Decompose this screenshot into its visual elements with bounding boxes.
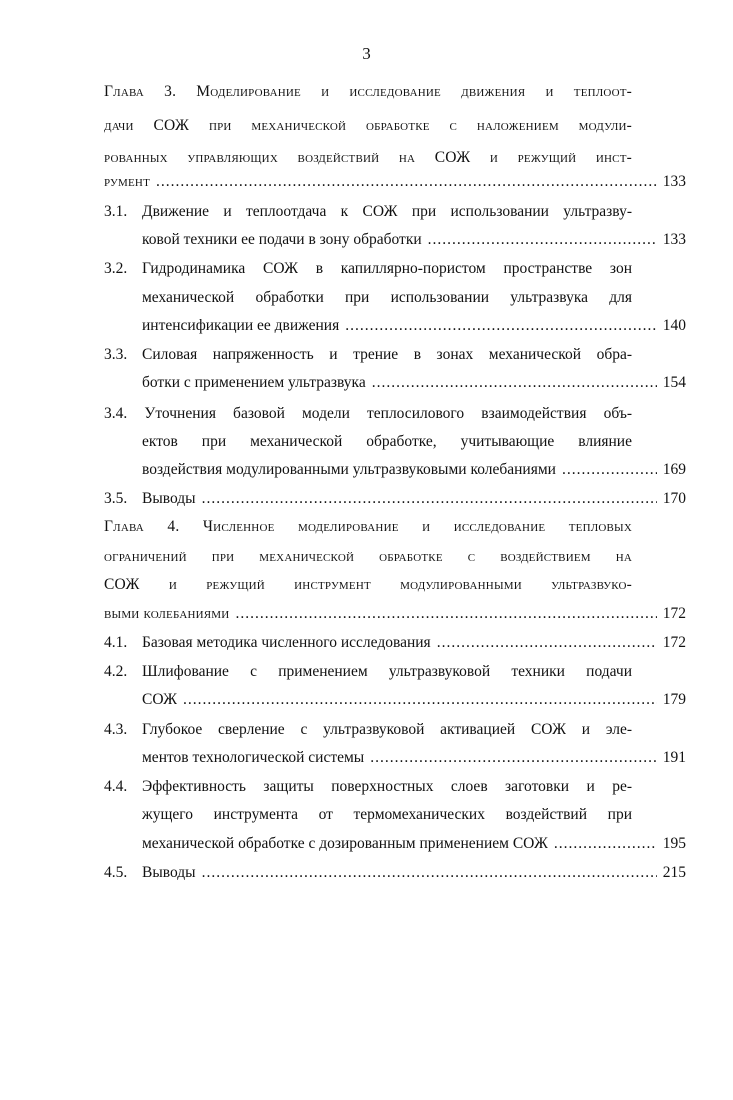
section-3-3-number: 3.3. xyxy=(104,346,128,363)
chapter4-title-line4: выми колебаниями xyxy=(104,605,230,622)
section-4-3-line1 xyxy=(104,719,632,741)
section-3-3-page: 154 xyxy=(662,374,686,391)
leader-dots xyxy=(202,488,657,510)
chapter4-title-line1: Глава 4. Численное моделирование и исследование тепловых xyxy=(104,518,632,535)
section-3-1-number: 3.1. xyxy=(104,203,128,220)
leader-dots xyxy=(562,459,657,481)
leader-dots xyxy=(370,747,657,769)
section-4-3-entry xyxy=(142,747,686,769)
chapter3-title-line2: дачи СОЖ при механической обработке с наложением модули- xyxy=(104,117,632,134)
leader-dots xyxy=(372,372,657,394)
section-4-5-number: 4.5. xyxy=(104,864,128,881)
section-3-5-title: Выводы xyxy=(142,490,196,507)
section-4-1-page: 172 xyxy=(662,634,686,651)
chapter4-title-line2: ограничений при механической обработке с воздействием на xyxy=(104,548,632,565)
chapter3-title-line4: румент xyxy=(104,173,150,190)
section-4-4-number: 4.4. xyxy=(104,778,128,795)
section-4-3-title: Глубокое сверление с ультразвуковой активацией СОЖ и эле- xyxy=(142,721,632,738)
leader-dots xyxy=(202,862,657,884)
section-4-5-page: 215 xyxy=(662,864,686,881)
section-4-3-number: 4.3. xyxy=(104,721,128,738)
section-4-3-title-line2: ментов технологической системы xyxy=(142,749,365,766)
chapter3-title-line1: Глава 3. Моделирование и исследование движения и теплоот- xyxy=(104,83,632,100)
leader-dots xyxy=(183,689,657,711)
section-4-4-title-line3: механической обработке с дозированным применением СОЖ xyxy=(142,835,548,852)
section-4-4-line1 xyxy=(104,776,632,798)
section-3-1-title-line2: ковой техники ее подачи в зону обработки xyxy=(142,231,422,248)
leader-dots xyxy=(345,315,657,337)
section-3-3-title-line2: ботки с применением ультразвука xyxy=(142,374,366,391)
section-3-1-line1 xyxy=(104,201,632,223)
section-4-2-entry xyxy=(142,689,686,711)
chapter4-page: 172 xyxy=(662,605,686,622)
section-4-4-title: Эффективность защиты поверхностных слоев заготовки и ре- xyxy=(142,778,632,795)
section-3-2-title: Гидродинамика СОЖ в капиллярно-пористом пространстве зон xyxy=(142,260,632,277)
chapter3-page: 133 xyxy=(662,173,686,190)
chapter4-title-line3: СОЖ и режущий инструмент модулированными ультразвуко- xyxy=(104,576,632,593)
section-3-2-entry xyxy=(142,315,686,337)
leader-dots xyxy=(235,603,656,625)
chapter3-title-line3: рованных управляющих воздействий на СОЖ и режущий инст- xyxy=(104,149,632,166)
section-4-5-title: Выводы xyxy=(142,864,196,881)
section-3-2-line1 xyxy=(104,258,632,280)
section-4-1-title: Базовая методика численного исследования xyxy=(142,634,431,651)
section-4-2-title: Шлифование с применением ультразвуковой техники подачи xyxy=(142,663,632,680)
section-4-2-number: 4.2. xyxy=(104,663,128,680)
section-4-4-entry xyxy=(142,833,686,855)
section-3-1-page: 133 xyxy=(662,231,686,248)
section-3-4-entry xyxy=(142,459,686,481)
section-3-5-entry xyxy=(104,488,686,510)
leader-dots xyxy=(156,171,657,193)
section-4-1-entry xyxy=(104,632,686,654)
section-3-4-page: 169 xyxy=(662,461,686,478)
section-3-5-number: 3.5. xyxy=(104,490,128,507)
section-4-4-title-line2: жущего инструмента от термомеханических воздействий при xyxy=(142,806,632,823)
section-3-1-title: Движение и теплоотдача к СОЖ при использовании ультразву- xyxy=(142,203,632,220)
section-4-2-page: 179 xyxy=(662,691,686,708)
section-3-1-entry xyxy=(142,229,686,251)
leader-dots xyxy=(437,632,657,654)
section-3-4-title: 3.4. Уточнения базовой модели теплосилового взаимодействия объ- xyxy=(104,405,632,422)
page-number: 3 xyxy=(362,44,371,63)
section-3-3-title: Силовая напряженность и трение в зонах механической обра- xyxy=(142,346,632,363)
chapter3-entry xyxy=(104,171,686,193)
section-4-2-title-line2: СОЖ xyxy=(142,691,178,708)
section-3-2-page: 140 xyxy=(662,317,686,334)
section-3-2-number: 3.2. xyxy=(104,260,128,277)
section-3-4-title-line3: воздействия модулированными ультразвуковыми колебаниями xyxy=(142,461,556,478)
section-3-2-title-line3: интенсификации ее движения xyxy=(142,317,340,334)
section-3-5-page: 170 xyxy=(662,490,686,507)
section-4-4-page: 195 xyxy=(662,835,686,852)
section-3-3-entry xyxy=(142,372,686,394)
section-4-2-line1 xyxy=(104,661,632,683)
chapter4-entry xyxy=(104,603,686,625)
section-3-3-line1 xyxy=(104,344,632,366)
section-3-4-title-line2: ектов при механической обработке, учитывающие влияние xyxy=(142,433,632,450)
section-4-5-entry xyxy=(104,862,686,884)
section-4-1-number: 4.1. xyxy=(104,634,128,651)
leader-dots xyxy=(428,229,657,251)
section-3-2-title-line2: механической обработки при использовании ультразвука для xyxy=(142,289,632,306)
section-4-3-page: 191 xyxy=(662,749,686,766)
leader-dots xyxy=(554,833,657,855)
